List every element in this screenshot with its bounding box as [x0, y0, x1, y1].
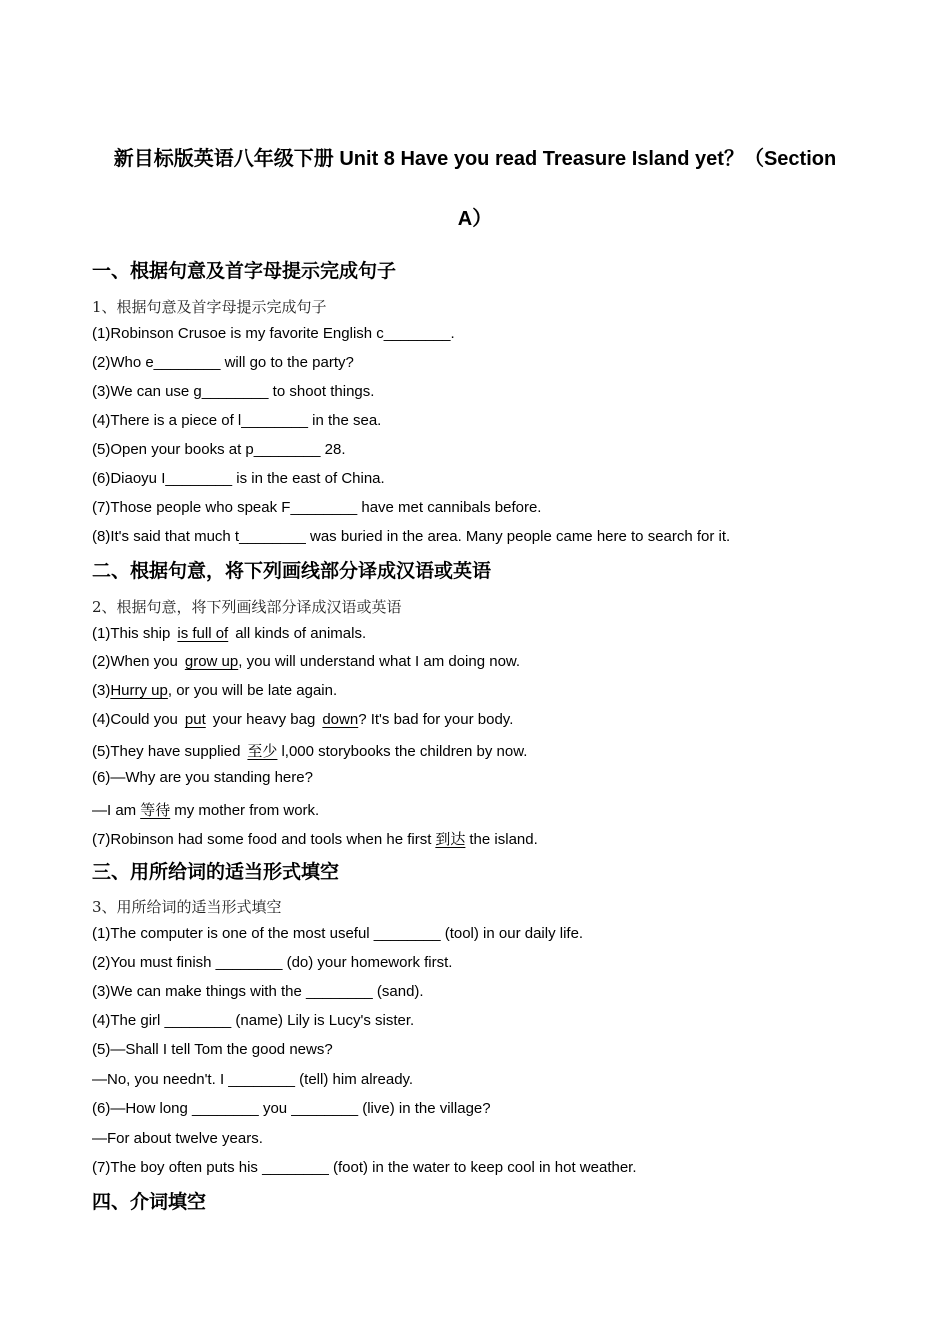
section3-heading: 三、用所给词的适当形式填空	[92, 862, 340, 883]
question-line: (2)You must finish ________ (do) your homework first.	[92, 954, 453, 971]
section1-subheading: 1、根据句意及首字母提示完成句子	[92, 298, 327, 316]
question-line: (1)Robinson Crusoe is my favorite English c________.	[92, 325, 455, 342]
section4-heading: 四、介词填空	[92, 1192, 207, 1213]
question-text: (4)Could you	[92, 711, 178, 728]
question-line	[92, 711, 513, 728]
question-text: , you will understand what I am doing now.	[238, 653, 521, 670]
question-text: ? It's bad for your body.	[358, 711, 514, 728]
question-line: (7)Those people who speak F________ have met cannibals before.	[92, 499, 542, 516]
underlined-phrase: put	[184, 711, 206, 728]
question-line: (2)Who e________ will go to the party?	[92, 354, 354, 371]
question-line	[92, 653, 520, 670]
question-line: (5)Open your books at p________ 28.	[92, 441, 346, 458]
question-text: all kinds of animals.	[235, 625, 367, 642]
section2-subheading: 2、根据句意，将下列画线部分译成汉语或英语	[92, 598, 402, 616]
question-text: the island.	[469, 831, 538, 848]
document-title-line1: 新目标版英语八年级下册 Unit 8 Have you read Treasure Island yet？（Section	[113, 148, 837, 170]
question-line: —For about twelve years.	[92, 1130, 263, 1147]
question-line: (6)—How long ________ you ________ (live) in the village?	[92, 1100, 491, 1117]
section3-subheading: 3、用所给词的适当形式填空	[92, 898, 282, 916]
question-line: (3)We can make things with the ________ (sand).	[92, 983, 424, 1000]
question-line	[92, 682, 337, 699]
question-line: (3)We can use g________ to shoot things.	[92, 383, 375, 400]
question-text: —I am	[92, 802, 137, 819]
question-text: (5)They have supplied	[92, 743, 241, 760]
underlined-phrase: Hurry up	[110, 682, 168, 699]
question-line: (7)The boy often puts his ________ (foot) in the water to keep cool in hot weather.	[92, 1159, 637, 1176]
question-text: , or you will be late again.	[167, 682, 338, 699]
question-text: my mother from work.	[174, 802, 320, 819]
question-line: (1)The computer is one of the most useful ________ (tool) in our daily life.	[92, 925, 584, 942]
underlined-phrase: down	[322, 711, 359, 728]
underlined-phrase: 等待	[140, 802, 171, 819]
question-line: (4)There is a piece of l________ in the sea.	[92, 412, 382, 429]
underlined-phrase: 至少	[247, 743, 278, 760]
section2-heading: 二、根据句意，将下列画线部分译成汉语或英语	[92, 561, 492, 582]
question-text: (1)This ship	[92, 625, 171, 642]
question-line: (4)The girl ________ (name) Lily is Lucy's sister.	[92, 1012, 415, 1029]
question-line: (8)It's said that much t________ was buried in the area. Many people came here to search for it.	[92, 528, 731, 545]
question-line: (6)—Why are you standing here?	[92, 769, 313, 786]
underlined-phrase: 到达	[435, 831, 466, 848]
question-text: l,000 storybooks the children by now.	[281, 743, 528, 760]
question-line	[92, 828, 538, 849]
question-line	[92, 625, 366, 642]
question-line	[92, 740, 527, 761]
question-line: (5)—Shall I tell Tom the good news?	[92, 1041, 333, 1058]
question-line	[92, 799, 319, 820]
question-text: (7)Robinson had some food and tools when he first	[92, 831, 432, 848]
document-title-line2: A）	[457, 208, 493, 230]
question-text: (3)	[92, 682, 111, 699]
question-text: (2)When you	[92, 653, 178, 670]
underlined-phrase: is full of	[177, 625, 229, 642]
section1-heading: 一、根据句意及首字母提示完成句子	[92, 261, 397, 282]
question-text: your heavy bag	[212, 711, 316, 728]
question-line: (6)Diaoyu I________ is in the east of China.	[92, 470, 385, 487]
question-line: —No, you needn't. I ________ (tell) him already.	[92, 1071, 414, 1088]
underlined-phrase: grow up	[184, 653, 239, 670]
